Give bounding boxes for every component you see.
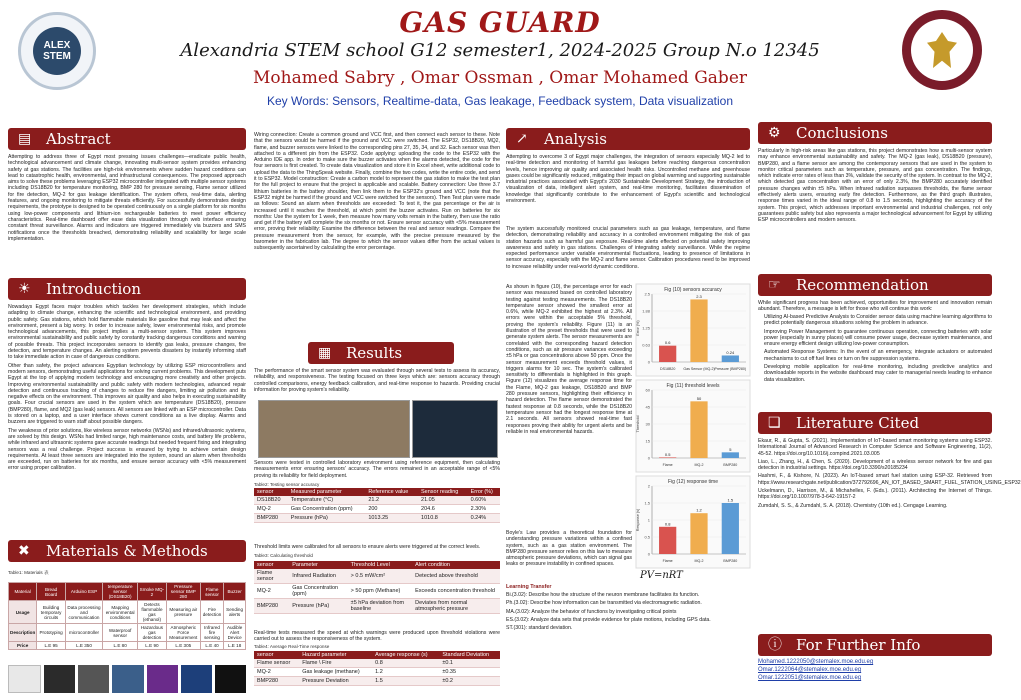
results-caption-3-text: Real-time tests measured the speed at which warnings were produced upon threshold violations were carried out to assess the responsiveness of the system. [254,630,500,643]
x-tick-label: BMP280 [723,559,738,563]
eagle-icon [927,32,957,68]
y-tick-label: 1.88 [642,308,650,314]
threshold-cell: ±5 hPa deviation from baseline [348,599,412,614]
table-row [254,505,500,514]
recommendation-list [758,314,992,408]
accuracy-cell: Temperature (°C) [288,496,366,505]
results-intro [254,368,500,398]
threshold-cell: Detected above threshold [412,569,500,584]
conclusions-paragraph: Particularly in high-risk areas like gas stations, this project demonstrates how a multi-sensor system may enhance environmental sustainability and safety. The MQ-2 (gas leak), DS18B20 (pressure), BMP280, and a flame sensor are among the contemporary sensors that are used in the system to monitor critical parameters such as temperature, pressure, and gas concentration. The findings, which indicate error rates of less than 3%, validate the security of the system. In contrast to the MQ-2, which detected gas concentration with an error of only 2.3%, the BMP280 accurately identified pressure changes within ±5 hPa. When infrared radiation surpasses thresholds, the flame sensor effectively alerts users, ensuring early fire detection. Furthermore, as the third graph illustrates, response times varied in the ideal range of 0.8 to 1.5 seconds, highlighting the accuracy of the system. This project, which addresses important environmental and industrial challenges, not only guarantees public safety but also represents a major technological advancement for Egypt by utilizing ESP microcontrollers and modern sensors. [758,148,992,224]
x-tick-label: DS18B20 [659,367,676,371]
y-tick-label: 15 [645,438,650,444]
analysis-paragraph-3: As shown in figure (10), the percentage error for each sensor was measured based on controlled laboratory testing against testing measurements. The DS18B20 temperature sensor showed the smallest error at 0.6%, while MQ-2 exhibited the highest at 2.3%. All errors were within the acceptable 5% threshold, proving the system's reliability. Figure (11) is an illustration of the preset thresholds that were used to generate system alerts. The sensor measurements are correlated with the corresponding hazard detection conditions, such as air pressure variances exceeding ±5 hPa or gas concentrations above 50 ppm. Once the sensor measurement exceeds threshold values, it triggers alarms for 10 sec. The system's calibrated sensitivity to differentials is highlighted in this graph. Figure (12) visualizes the average response time for the Flame, MQ-2 gas leakage, DS18B20 and BMP 280 pressure sensors, highlighting their efficiency in hazard detection. The flame sensor demonstrated the fastest response at 0.8 seconds, while the DS18B20 temperature sensor had the longest response time at 2.1 seconds. All sensors showed real-time fast responses proving their ability for urgent alerts and be reliable in real environmental hazards. [506,284,632,435]
poster-header [0,0,1000,112]
materials-cell: Prototyping [37,624,66,642]
table-row [254,599,500,614]
accuracy-header [254,488,500,496]
recommendation-intro [758,300,992,312]
materials-row [9,642,246,650]
materials-cell: L.E 80 [103,642,138,650]
literature-item: Zumdahl, S. S., & Zumdahl, S. A. (2018). Chemistry (10th ed.). Cengage Learning. [758,502,948,509]
threshold-cell: BMP280 [254,599,289,614]
threshold-header [254,561,500,569]
conclusions-heading-text: Conclusions [796,124,888,142]
accuracy-cell: Gas Concentration (ppm) [288,505,366,514]
materials-cell: Infrared fire sensing [200,624,223,642]
y-tick-label: 2.5 [644,291,650,297]
accuracy-cell: 2.30% [468,505,500,514]
literature-heading [758,412,992,434]
bar-value-label: 0.6 [664,340,671,346]
handshake-icon: ☞ [768,277,781,293]
accuracy-cell: 21.05 [418,496,468,505]
analysis-paragraph-4: Boyle's Law provides a theoretical foundation for understanding pressure variations within a confined system, such as a gas station environment. The BMP280 pressure sensor relies on this law to measure atmospheric pressure deviations, which can signal gas leaks or pressure instability in confined spaces. [506,530,632,568]
materials-heading-text: Materials & Methods [46,542,208,560]
response-cell: BMP280 [254,677,299,686]
threshold-header-cell: Threshold Level [348,561,412,569]
learning-item: ST.(301): standard deviation. [506,625,573,632]
conclusions-heading [758,122,992,144]
gear-icon: ⚙ [768,125,781,141]
chart-fig12 [636,476,750,568]
further-info-heading-text: For Further Info [796,636,921,654]
recommendation-item: Utilizing AI-based Predictive Analysis to Consider sensor data using machine learning algorithms to predict potentially dangerous situations solving the problem in advance. [764,314,992,327]
x-tick-label: Flame [662,559,673,563]
materials-table [8,582,246,650]
materials-cell: Building temporary circuits [37,601,66,624]
breadboard-image [8,665,41,693]
literature-item: Uckelmann, D., Harrison, M., & Michahelles, F. (Eds.). (2011). Architecting the Internet of Things. https://doi.org/10.1007/978-3-642-19157-2 [758,488,992,501]
poster-subtitle: Alexandria STEM school G12 semester1, 2024-2025 Group N.o 12345 [180,40,820,61]
table3-caption: Table3: Calculating threshold [254,553,313,558]
poster-authors: Mohamed Sabry , Omar Ossman , Omar Mohamed Gaber [252,68,748,88]
contact-email-link[interactable]: Omar.1222064@stemalex.moe.edu.eg [758,667,862,673]
accuracy-cell: 204.6 [418,505,468,514]
y-tick-label: 1.25 [642,325,650,331]
table-row [254,569,500,584]
literature-heading-text: Literature Cited [796,414,920,432]
threshold-cell: > 0.5 mW/cm² [348,569,412,584]
analysis-text-4 [506,530,632,582]
table4-caption: Table4: Average Real-Time response [254,644,330,649]
materials-photos [8,665,246,693]
recommendation-heading [758,274,992,296]
y-tick-label: 0.63 [642,342,650,348]
response-header-cell: Average response (s) [372,651,439,659]
chart-fig10 [636,284,750,376]
materials-cell: Fire detection [200,601,223,624]
bar [659,346,676,362]
threshold-cell: Exceeds concentration threshold [412,584,500,599]
materials-cell: Mapping environmental conditions [103,601,138,624]
y-axis-label: Response (s) [636,508,640,532]
results-caption-2-text: Threshold limits were calibrated for all sensors to ensure alerts were triggered at the correct levels. [254,544,481,550]
intro-paragraph-2: Other than safety, the project advances Egyptian technology by utilizing ESP microcontrollers and modern sensors, demonstrating useful applications for solving current problems. This development puts Egypt at the top of applying modern technology and encouraging more creativity and other projects. Improving environmental sustainability and public safety with modern technologies, advanced repair detection and continuous tracking of changes to reduce fire dangers, limiting air pollution and its negative effects on the environment. This improves air quality and also helps in executing sustainability goals. Four crucial sensors are used in the system which are temperature (DS18B20), pressure (BMP280), flame, and MQ2 (gas leak) sensors. All sensors are linked with an ESP microcontroller. Data is stored on a laptop, and a user interface shows current conditions as a live display. Alarms and buzzers are triggered to warn staff about possible dangers. [8,362,246,426]
accuracy-cell: MQ-2 [254,505,288,514]
table-row [254,659,500,668]
table-row [254,677,500,686]
response-cell: ±0.1 [439,659,500,668]
accuracy-cell: 0.24% [468,514,500,523]
dashboard-photo [412,400,498,458]
accuracy-cell: Pressure (hPa) [288,514,366,523]
literature-item: Hashmi, F., & Kishore, N. (2023). An IoT-based smart fuel station using ESP-32. Retrieved from https://www.researchgate.net/publication/372792696_AN_IOT_BASED_SMART_FUEL_STATION_USING_ESP32 [758,473,1021,486]
accuracy-header-cell: Error (%) [468,488,500,496]
sensor-accuracy-table [254,488,500,523]
results-caption-1 [254,460,500,480]
threshold-table [254,561,500,614]
chart-icon: ↗ [516,131,528,147]
materials-cell: L.E 40 [200,642,223,650]
response-cell: Gas leakage (methane) [299,668,372,677]
x-tick-label: Pressure (BMP280) [714,367,747,371]
bar-value-label: 0.8 [664,521,671,527]
response-cell: MQ-2 [254,668,299,677]
accuracy-header-cell: sensor [254,488,288,496]
bar-value-label: 5 [729,446,732,452]
y-tick-label: 1.5 [644,500,650,506]
materials-header-cell: Flame sensor [200,583,223,601]
analysis-text-2 [506,226,750,282]
materials-caption: Table1: Materials 表 [8,570,49,575]
materials-header-cell: temperature sensor (DS18B20) [103,583,138,601]
abstract-paragraph: Attempting to address three of Egypt most pressing issues challenges—eradicate public health, technological advancement and climate change, innovating multi-sensor system provides enhancing safety at gas stations. The facilities are high-risk environments where sudden hazard conditions can lead to catastrophic health, environmental, and infrastructural consequences. The proposed approach aims to solve these problems leveraging ESP32 microcontroller integrated with multiple sensor systems including DS18B20 for temperature monitoring, BMP 280 for pressure sensing, Flame sensor utilized for fire detection, MQ-2 for gas leakage identification. The system offers, real-time data, alerting features, and ongoing monitoring to mitigate threats efficiently. For successfully demonstrates design requirements, the prototype is designed to be operated continuously on a single platform for six months using low-power components and lithium-ion rechargeable batteries to meet power efficiency characteristics. Real-time dashboard offer ease data visualization through web interface ensuring constant threat surveillance. Alarms and indicators are triggered immediately via buzzers and SMS notifications once the thresholds breached, demonstrating reliability and scalability for large scale implementation. [8,154,246,242]
y-tick-label: 30 [645,421,650,427]
bar-value-label: 0.24 [726,349,735,355]
materials-cell: L.E 95 [37,642,66,650]
recommendation-item: Improving Power Management to guarantee continuous operation, connecting batteries with solar power (especially in sunny places) will consume power usage, decrease system maintenance, and ensure energy efficient design utilizing low-power consumption. [764,328,992,348]
accuracy-header-cell: Measured parameter [288,488,366,496]
response-time-table [254,651,500,686]
school-logo-text: ALEX STEM [43,40,71,62]
learning-item: MA.(3.02): Analyze the behavior of functions by investigating critical points [506,608,677,615]
bar [690,299,707,362]
materials-heading [8,540,246,562]
contact-list [758,658,992,682]
bar-value-label: 2.3 [696,293,702,299]
response-header-cell: Hazard parameter [299,651,372,659]
bar [722,452,739,458]
threshold-cell: > 50 ppm (Methane) [348,584,412,599]
analysis-text-3 [506,284,632,526]
materials-cell: Hazardous gas detection [138,624,167,642]
materials-cell: Audible Alert Device [224,624,246,642]
response-cell: Pressure Deviation [299,677,372,686]
results-heading [308,342,454,364]
results-caption-3 [254,630,500,644]
accuracy-cell: 0.60% [468,496,500,505]
analysis-paragraph-2: The system successfully monitored crucial parameters such as gas leakage, temperature, and flame detection, demonstrating reliability and accuracy in a controlled environment mitigating the risk of gas station hazards such as harmful gas exposure. Real-time alerts effected on potential safety improving awareness and safety in gas stations. Challenges of integrating safety surveillance. While the regime expected performance under variable environmental fluctuations, leading to presence of limitations in sensor accuracy, especially with the MQ-2 and flame sensor. Calibration procedures need to be improved to increase reliability under real-world dynamic conditions. [506,226,750,270]
materials-cell: Usage [9,601,37,624]
literature-item: Liao, L., Zhang, H., & Chen, S. (2020). Development of a wireless sensor network for fire and gas detection in industrial settings. https://doi.org/10.3390/s20185234 [758,458,992,472]
response-header-cell: sensor [254,651,299,659]
bar-value-label: 1.5 [727,497,734,503]
contact-email-link[interactable]: Omar.1222051@stemalex.moe.edu.eg [758,675,862,681]
poster-title: GAS GUARD [399,6,601,39]
literature-item: Ekaur, R., & Gupta, S. (2021). Implementation of IoT-based smart monitoring systems using ESP32. International Journal of Advanced Research in Computer Science and Software Engineering, 11(2), 45-52. https://doi.org/10.1016/j.compind.2021.03.005 [758,438,992,457]
recommendation-intro-text: While significant progress has been achieved, opportunities for improvement and innovation remain abundant. Therefore, a message is left for those who will continue this work: [758,300,992,313]
materials-cell: Description [9,624,37,642]
accuracy-cell: DS18B20 [254,496,288,505]
table-row [254,496,500,505]
learning-item: ES.(3.02): Analyze data sets that provide evidence for plate motions, including GPS data. [506,616,711,623]
materials-header-cell: Pressure sensor BMP 280 [166,583,200,601]
abstract-text [8,154,246,272]
esp32-image [44,665,75,693]
analysis-paragraph-1: Attempting to overcome 3 of Egypt major challenges, the integration of sensors especially MQ-2 led to real-time detection and monitoring of harmful gas leakages before reaching dangerous concentration levels, hence improving air quality and associated health risks. Uncontrolled methane and greenhouse gases could be significantly reduced, mitigating their impact on global warming and supporting sustainable industrial practices associated with Egypt's 2030 Sustainable Development Strategy, the introduction of visualization of data, intelligent alert system, and real-time monitoring, facilitates dissemination of knowledge that significantly contribute to the enhancement of Egypt's scientific and technological environment. [506,154,750,205]
introduction-heading-text: Introduction [46,280,141,298]
buzzer-image [215,665,246,693]
methods-paragraph: Wiring connection: Create a common ground and VCC first, and then connect each sensor to these. Note that the sensors would be harmed if the ground and VCC were switched. The ESP32, DS18B20, MQ2, flame, and buzzer sensors were linked to the corresponding pins 27, 35, 34, and 32. Each sensor was then attached to a different pin from the ESP32. Code applying: uploading the code to the ESP32 with the Arduino IDE app. In order to make sure the buzzer activates when the alarms detected, the code for the four sensors is first created. To create data visualization and store it in Excel sheet, write additional code to upload the data to the ThingSpeak website. Finally, combine the two codes, write the entire code, and send it to ESP32. Model construction: Create a carbon model to represent the gas station to make the test plan for the full project to ensure that the project is applicable and scalable. Battery connection: Use three 3.7 lithium batteries in the battery shoulder, then link them to the ESP32's ground and VCC (note that the ESP32 might be harmed if the ground and VCC were switched for the sensors). Then Test plan were made as follows: Sound an alarm when thresholds are exceeded: To test it, the gas percentage or the air is increased until it reaches the threshold, at which point the buzzer activates. Run on batteries for six months: Use the system for 1 week, then measure how many volts remain in the battery, then use the ratio and get if the battery will complete the six months or not. Ensure sensor accuracy with <5% measurement error, proving their reliability: Examine the difference between the real and sensor readings. Compare the pressure measurement from the sensor, for example, with the precise pressure measured by the barometer in the fabrication lab. The degree to which the sensor values differ from the actual values is subsequently ascertained by calculating the error percentage. [254,132,500,252]
prototype-photo [258,400,410,458]
y-tick-label: 45 [645,404,650,410]
mq2-image [112,665,143,693]
abstract-heading-text: Abstract [46,130,111,148]
ds18b20-image [78,665,109,693]
x-tick-label: Flame [662,463,673,467]
x-tick-label: BMP280 [723,463,738,467]
table-row [254,514,500,523]
y-axis-label: Threshold [636,415,640,433]
results-caption-1-text: Sensors were tested in controlled laboratory environment using reference equipment, then calculating measurements error ensuring sensors' accuracy. The errors remained in an acceptable range of <5% proving its reliability for field deployment. [254,460,500,479]
materials-cell: L.E 90 [138,642,167,650]
x-tick-label: Gas Sensor (MQ-2) [683,367,715,371]
y-tick-label: 2 [647,483,650,489]
materials-cell: Waterproof sensor [103,624,138,642]
threshold-cell: Gas Concentration (ppm) [289,584,347,599]
accuracy-cell: BMP280 [254,514,288,523]
materials-cell: Price [9,642,37,650]
response-cell: Flame sensor [254,659,299,668]
learning-transfer-title: Learning Transfer [506,584,552,590]
book-icon: ❑ [768,415,781,431]
materials-header-cell: Arduino ESP [65,583,102,601]
materials-header-cell: Material [9,583,37,601]
threshold-header-cell: Alert condition [412,561,500,569]
chart-title: Fig (10) sensors accuracy [664,287,722,293]
table2-caption: Table2: Testing sensor accuracy [254,482,320,487]
accuracy-header-cell: Reference value [365,488,418,496]
tools-icon: ✖ [18,543,30,559]
poster-keywords: Key Words: Sensors, Realtime-data, Gas leakage, Feedback system, Data visualization [267,94,733,108]
results-intro-paragraph: The performance of the smart sensor system was evaluated through several tests to assess its accuracy, reliability, and responsiveness. The testing focused on three keys which are: sensors accuracy through controlled comparisons, energy feedback calibration, and real-time response to hazards. Providing crucial information for proving system's reliability. [254,368,500,393]
analysis-heading-text: Analysis [544,130,607,148]
analysis-text-1 [506,154,750,226]
further-info-heading [758,634,992,656]
bulb-icon: ☀ [18,281,31,297]
y-tick-label: 0 [647,551,650,557]
materials-cell: L.E 18 [224,642,246,650]
recommendation-item: Developing mobile application for real-time monitoring, including predictive analytics and downloadable reports in the website dashboard may cater to managerial needs leading to enhance data visualization. [764,364,992,383]
bar [659,527,676,554]
response-cell: ±0.35 [439,668,500,677]
accuracy-cell: 1013.25 [365,514,418,523]
learning-item: Ph.(3.02): Describe how information can be transmitted via electromagnetic radiation. [506,600,702,607]
response-cell: ±0.2 [439,677,500,686]
ministry-logo-ring [911,19,973,81]
literature-list [758,438,1021,630]
bar [722,503,739,554]
y-tick-label: 60 [645,387,650,393]
materials-cell: L.E 350 [65,642,102,650]
bar [690,513,707,554]
materials-header-cell: Bread Board [37,583,66,601]
threshold-header-cell: sensor [254,561,289,569]
response-cell: 1.5 [372,677,439,686]
results-heading-text: Results [346,344,403,362]
materials-header-cell: Buzzer [224,583,246,601]
x-tick-label: MQ-2 [694,463,704,467]
materials-table-header [9,583,246,601]
table-row [254,584,500,599]
results-icon: ▦ [318,345,332,361]
conclusions-text [758,148,992,270]
materials-cell: Sending alerts [224,601,246,624]
accuracy-cell: 1010.8 [418,514,468,523]
bmp280-image [147,665,178,693]
intro-paragraph-3: The weakness of prior solutions, like wireless sensor networks (WSNs) and infrared/ultrasonic systems, are solved by this design. WSNs had limited range, high maintenance costs, and battery life problems, while infrared and ultrasonic systems gave accurate readings but needed frequent fixing and integrating sensors was a real challenge. Project success is ensured by trying to achieve certain design requirements. At least three sensors are integrated into the system, sound an alarm when thresholds are exceeded, run on batteries for six months, and ensure sensor accuracy with <5% measurement error using proper calibration. [8,427,246,472]
intro-paragraph-1: Nowadays Egypt faces major troubles which tackles her development strategies, which include adapting to climate change, enhancing the scientific and technological environment, and providing public safety. Gas stations, which hold flammable materials like gasoline that may leak and affect the environment, present a big worry. In order to increase safety, lower environmental risks, and promote technological advancements, this project implies a multi-sensor system. This system improves environmental sustainability and public safety by constantly tracking dangerous conditions and warning of possible threats. This project incorporates sensors to identify gas leaks, pressure changes, fire detection, and temperature changes. An alerting system prevents disasters by instantly informing staff to take immediate action in case of dangerous conditions. [8,304,246,361]
ministry-logo [902,10,982,90]
chart-fig11 [636,380,750,472]
methods-text [254,132,500,334]
ideal-gas-formula: PV=nRT [640,570,683,581]
materials-cell: Atmospheric Force Measurement [166,624,200,642]
abstract-heading [8,128,246,150]
response-header [254,651,500,659]
introduction-heading [8,278,246,300]
materials-cell: L.E 305 [166,642,200,650]
materials-row [9,624,246,642]
response-cell: 1.2 [372,668,439,677]
learning-transfer-list [506,592,750,696]
accuracy-cell: 200 [365,505,418,514]
introduction-text [8,304,246,532]
bar-value-label: 1.2 [696,507,702,513]
contact-email-link[interactable]: Mohamed.1222050@stemalex.moe.edu.eg [758,659,874,665]
recommendation-item: Automated Response Systems: In the event of an emergency, integrate actuators or automated mechanisms to cut off fuel lines or turn on fire suppression systems. [764,349,992,362]
chart-title: Fig (11) threshold levels [666,383,720,389]
document-icon: ▤ [18,131,32,147]
x-tick-label: MQ-2 [694,559,704,563]
analysis-heading [506,128,750,150]
y-tick-label: 0.5 [644,534,650,540]
response-header-cell: Standard Deviation [439,651,500,659]
materials-cell: microcontroller [65,624,102,642]
threshold-cell: MQ-2 [254,584,289,599]
accuracy-header-cell: Sensor reading [418,488,468,496]
chart-title: Fig (12) response time [667,479,719,485]
threshold-header-cell: Parameter [289,561,347,569]
threshold-cell: Deviates from normal atmospheric pressure [412,599,500,614]
threshold-cell: Flame sensor [254,569,289,584]
materials-cell: Data processing and communication [65,601,102,624]
bar [722,355,739,362]
results-caption-2 [254,544,500,552]
materials-cell: Measuring air pressure [166,601,200,624]
response-cell: 0.8 [372,659,439,668]
threshold-cell: Pressure (hPa) [289,599,347,614]
materials-header-cell: Smoke MQ-2 [138,583,167,601]
accuracy-cell: 21.2 [365,496,418,505]
y-tick-label: 1 [647,517,650,523]
response-cell: Flame \ Fire [299,659,372,668]
bar-value-label: 0.5 [664,451,671,457]
table-row [254,668,500,677]
y-tick-label: 0 [647,455,650,461]
bar [659,457,676,458]
threshold-cell: Infrared Radiation [289,569,347,584]
info-icon: ⓘ [768,637,782,653]
materials-table-body [9,601,246,650]
y-tick-label: 0 [647,359,650,365]
flame-image [181,665,212,693]
learning-item: Bi.(3.02): Describe how the structure of the neuron membrane facilitates its function. [506,592,700,598]
bar-value-label: 50 [696,395,702,401]
y-axis-label: Error (%) [636,320,640,336]
recommendation-heading-text: Recommendation [796,276,929,294]
materials-cell: Detects flammable gas (ethanol) [138,601,167,624]
materials-row [9,601,246,624]
bar [690,401,707,458]
